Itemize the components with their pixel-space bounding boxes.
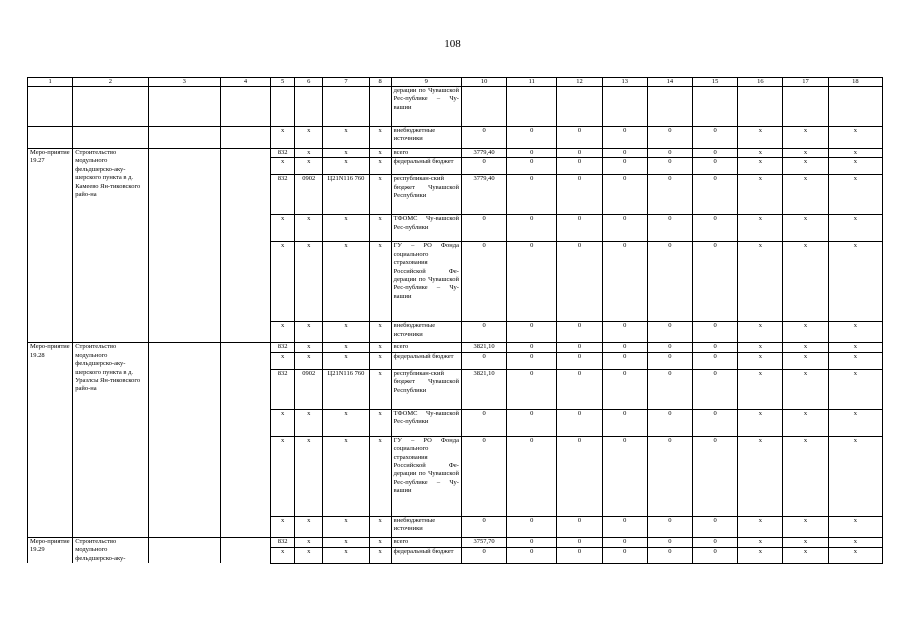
value-cell: 3779,40	[461, 175, 506, 215]
value-cell: x	[738, 409, 783, 436]
value-cell: 0	[557, 409, 602, 436]
value-cell: x	[323, 516, 369, 537]
empty-cell	[148, 537, 220, 563]
value-cell: x	[323, 409, 369, 436]
value-cell: 0	[693, 149, 738, 158]
budget-table	[27, 77, 883, 564]
value-cell: 0	[647, 175, 692, 215]
value-cell: 0	[507, 548, 557, 563]
cell	[295, 87, 323, 127]
source-cell: всего	[391, 537, 461, 547]
value-cell: 0	[557, 516, 602, 537]
header-cell: 3	[148, 78, 220, 87]
value-cell: 0	[507, 352, 557, 369]
cell	[28, 127, 73, 149]
value-cell: x	[738, 548, 783, 563]
value-cell: x	[369, 215, 391, 242]
cell	[461, 87, 506, 127]
header-cell: 10	[461, 78, 506, 87]
value-cell: x	[828, 548, 882, 563]
value-cell: 0	[507, 343, 557, 352]
value-cell: x	[783, 242, 828, 322]
cell	[220, 127, 270, 149]
empty-cell	[220, 343, 270, 537]
measure-title-cell: Строительство модульного фельдшерско-аку-шерского пункта в д. Камеево Ян-тиковского райо-на	[73, 149, 148, 343]
cell	[28, 87, 73, 127]
value-cell: 0	[507, 149, 557, 158]
value-cell: 0	[557, 158, 602, 175]
value-cell: x	[323, 537, 369, 547]
value-cell: x	[738, 158, 783, 175]
value-cell: 832	[271, 537, 295, 547]
value-cell: 0	[602, 352, 647, 369]
value-cell: x	[323, 215, 369, 242]
value-cell: 0	[507, 516, 557, 537]
value-cell: 0	[602, 548, 647, 563]
value-cell: Ц21N116 760	[323, 175, 369, 215]
cell: 0	[693, 127, 738, 149]
value-cell: 832	[271, 149, 295, 158]
value-cell: x	[783, 215, 828, 242]
value-cell: 0	[693, 158, 738, 175]
value-cell: 0	[602, 409, 647, 436]
cell	[271, 87, 295, 127]
value-cell: 0	[647, 242, 692, 322]
value-cell: x	[738, 369, 783, 409]
cell: x	[369, 127, 391, 149]
value-cell: 0	[693, 516, 738, 537]
value-cell: 0	[602, 343, 647, 352]
value-cell: x	[295, 343, 323, 352]
source-cell: ГУ – РО Фонда социального страхования Российской Фе-дерации по Чувашской Рес-публике – Чу-вашии	[391, 242, 461, 322]
value-cell: x	[783, 548, 828, 563]
value-cell: x	[783, 516, 828, 537]
value-cell: x	[369, 516, 391, 537]
value-cell: 0	[557, 215, 602, 242]
cell: x	[323, 127, 369, 149]
value-cell: x	[828, 369, 882, 409]
value-cell: 0	[461, 158, 506, 175]
value-cell: x	[323, 436, 369, 516]
value-cell: 0902	[295, 175, 323, 215]
source-cell: всего	[391, 343, 461, 352]
value-cell: x	[271, 215, 295, 242]
value-cell: 0	[557, 369, 602, 409]
value-cell: x	[738, 352, 783, 369]
value-cell: 0	[647, 352, 692, 369]
value-cell: 0	[693, 343, 738, 352]
source-cell: федеральный бюджет	[391, 352, 461, 369]
empty-cell	[148, 149, 220, 343]
cell	[828, 87, 882, 127]
cell: 0	[507, 127, 557, 149]
value-cell: x	[271, 516, 295, 537]
value-cell: 0	[557, 436, 602, 516]
value-cell: x	[783, 409, 828, 436]
header-cell: 9	[391, 78, 461, 87]
value-cell: 0	[507, 158, 557, 175]
value-cell: 0	[461, 516, 506, 537]
value-cell: x	[271, 409, 295, 436]
measure-row	[28, 537, 883, 547]
value-cell: x	[828, 175, 882, 215]
value-cell: 0	[602, 537, 647, 547]
value-cell: x	[271, 548, 295, 563]
header-cell: 12	[557, 78, 602, 87]
value-cell: 0	[647, 516, 692, 537]
value-cell: 0	[693, 352, 738, 369]
value-cell: 832	[271, 343, 295, 352]
source-cell: ГУ – РО Фонда социального страхования Российской Фе-дерации по Чувашской Рес-публике – Чу-вашии	[391, 436, 461, 516]
value-cell: 0	[602, 215, 647, 242]
continuation-row	[28, 127, 883, 149]
value-cell: x	[783, 537, 828, 547]
value-cell: x	[295, 242, 323, 322]
source-cell: внебюджетные источники	[391, 322, 461, 343]
value-cell: 0	[461, 352, 506, 369]
value-cell: 0	[507, 175, 557, 215]
value-cell: 0	[602, 369, 647, 409]
header-cell: 16	[738, 78, 783, 87]
value-cell: x	[295, 322, 323, 343]
value-cell: 0	[647, 149, 692, 158]
value-cell: x	[738, 322, 783, 343]
measure-number-cell: Меро-приятие 19.29	[28, 537, 73, 563]
value-cell: x	[369, 369, 391, 409]
cell: 0	[602, 127, 647, 149]
value-cell: x	[295, 409, 323, 436]
value-cell: x	[738, 436, 783, 516]
value-cell: 0	[507, 369, 557, 409]
value-cell: 0	[461, 409, 506, 436]
cell	[647, 87, 692, 127]
value-cell: x	[828, 409, 882, 436]
value-cell: x	[783, 352, 828, 369]
header-row	[28, 78, 883, 87]
value-cell: x	[323, 322, 369, 343]
value-cell: x	[783, 436, 828, 516]
value-cell: 0	[507, 409, 557, 436]
value-cell: 0	[602, 149, 647, 158]
cell: x	[738, 127, 783, 149]
value-cell: 0	[557, 548, 602, 563]
value-cell: x	[323, 158, 369, 175]
value-cell: 832	[271, 175, 295, 215]
value-cell: x	[783, 149, 828, 158]
value-cell: 0	[647, 215, 692, 242]
value-cell: 0	[507, 215, 557, 242]
value-cell: x	[783, 175, 828, 215]
cell	[738, 87, 783, 127]
value-cell: 0	[507, 242, 557, 322]
empty-cell	[148, 343, 220, 537]
source-cell: ТФОМС Чу-вашской Рес-публики	[391, 409, 461, 436]
cell	[369, 87, 391, 127]
source-cell: внебюджетные источники	[391, 516, 461, 537]
source-cell: дерации по Чувашской Рес-публике – Чу-вашии	[391, 87, 461, 127]
value-cell: 0	[602, 242, 647, 322]
value-cell: 0	[461, 215, 506, 242]
value-cell: x	[323, 343, 369, 352]
header-cell: 15	[693, 78, 738, 87]
value-cell: 3821,10	[461, 343, 506, 352]
header-cell: 11	[507, 78, 557, 87]
value-cell: 3757,70	[461, 537, 506, 547]
value-cell: x	[295, 149, 323, 158]
value-cell: x	[828, 215, 882, 242]
value-cell: 0	[461, 436, 506, 516]
value-cell: 0	[557, 343, 602, 352]
value-cell: x	[738, 343, 783, 352]
value-cell: x	[369, 322, 391, 343]
measure-title-cell: Строительство модульного фельдшерско-аку-шерского пункта в д. Уразлсы Ян-тиковского райо-на	[73, 343, 148, 537]
value-cell: 0	[693, 369, 738, 409]
cell: x	[295, 127, 323, 149]
value-cell: x	[271, 322, 295, 343]
source-cell: ТФОМС Чу-вашской Рес-публики	[391, 215, 461, 242]
cell	[602, 87, 647, 127]
cell	[783, 87, 828, 127]
header-cell: 2	[73, 78, 148, 87]
value-cell: x	[295, 537, 323, 547]
value-cell: 0	[602, 516, 647, 537]
value-cell: x	[271, 352, 295, 369]
header-cell: 17	[783, 78, 828, 87]
value-cell: 0	[647, 409, 692, 436]
table-body	[28, 78, 883, 564]
value-cell: x	[369, 409, 391, 436]
value-cell: x	[828, 436, 882, 516]
value-cell: 0	[693, 548, 738, 563]
value-cell: x	[295, 352, 323, 369]
source-cell: республикан-ский бюджет Чувашской Республики	[391, 369, 461, 409]
value-cell: x	[828, 343, 882, 352]
value-cell: 0902	[295, 369, 323, 409]
value-cell: x	[828, 242, 882, 322]
value-cell: x	[369, 175, 391, 215]
cell: x	[828, 127, 882, 149]
value-cell: 0	[647, 369, 692, 409]
value-cell: x	[369, 158, 391, 175]
value-cell: 0	[557, 322, 602, 343]
value-cell: 0	[461, 548, 506, 563]
value-cell: x	[271, 242, 295, 322]
value-cell: x	[295, 215, 323, 242]
cell: x	[783, 127, 828, 149]
value-cell: 0	[647, 537, 692, 547]
value-cell: 0	[602, 322, 647, 343]
value-cell: x	[369, 537, 391, 547]
value-cell: 0	[647, 322, 692, 343]
value-cell: x	[295, 158, 323, 175]
value-cell: 0	[602, 436, 647, 516]
value-cell: x	[783, 322, 828, 343]
value-cell: x	[828, 537, 882, 547]
value-cell: 0	[557, 242, 602, 322]
value-cell: x	[738, 175, 783, 215]
value-cell: 0	[647, 548, 692, 563]
header-cell: 4	[220, 78, 270, 87]
cell	[693, 87, 738, 127]
value-cell: x	[295, 436, 323, 516]
value-cell: Ц21N116 760	[323, 369, 369, 409]
value-cell: x	[738, 516, 783, 537]
value-cell: x	[323, 548, 369, 563]
value-cell: x	[271, 158, 295, 175]
value-cell: x	[295, 548, 323, 563]
value-cell: x	[783, 158, 828, 175]
value-cell: x	[828, 158, 882, 175]
value-cell: x	[738, 537, 783, 547]
value-cell: 0	[693, 436, 738, 516]
cell	[73, 87, 148, 127]
value-cell: 0	[507, 322, 557, 343]
value-cell: 0	[693, 175, 738, 215]
value-cell: 0	[693, 322, 738, 343]
value-cell: x	[828, 516, 882, 537]
value-cell: 0	[507, 537, 557, 547]
cell	[220, 87, 270, 127]
page-number: 108	[444, 38, 461, 50]
measure-number-cell: Меро-приятие 19.27	[28, 149, 73, 343]
value-cell: x	[295, 516, 323, 537]
value-cell: 0	[602, 158, 647, 175]
value-cell: 0	[647, 343, 692, 352]
value-cell: x	[323, 352, 369, 369]
value-cell: x	[783, 369, 828, 409]
header-cell: 18	[828, 78, 882, 87]
value-cell: x	[783, 343, 828, 352]
source-cell: федеральный бюджет	[391, 548, 461, 563]
source-cell: федеральный бюджет	[391, 158, 461, 175]
value-cell: x	[369, 352, 391, 369]
cell	[323, 87, 369, 127]
value-cell: x	[271, 436, 295, 516]
cell: 0	[557, 127, 602, 149]
measure-row	[28, 343, 883, 352]
header-cell: 8	[369, 78, 391, 87]
measure-number-cell: Меро-приятие 19.28	[28, 343, 73, 537]
value-cell: x	[738, 149, 783, 158]
value-cell: 3779,40	[461, 149, 506, 158]
value-cell: 0	[647, 436, 692, 516]
cell	[507, 87, 557, 127]
value-cell: x	[828, 352, 882, 369]
empty-cell	[220, 149, 270, 343]
source-cell: всего	[391, 149, 461, 158]
measure-title-cell: Строительство модульного фельдшерско-аку-	[73, 537, 148, 563]
cell: x	[271, 127, 295, 149]
empty-cell	[220, 537, 270, 563]
value-cell: x	[828, 149, 882, 158]
value-cell: 0	[557, 149, 602, 158]
value-cell: x	[369, 343, 391, 352]
value-cell: x	[828, 322, 882, 343]
cell	[73, 127, 148, 149]
cell	[557, 87, 602, 127]
header-cell: 6	[295, 78, 323, 87]
value-cell: x	[738, 242, 783, 322]
cell: 0	[461, 127, 506, 149]
value-cell: x	[323, 242, 369, 322]
cell: 0	[647, 127, 692, 149]
value-cell: 0	[461, 242, 506, 322]
value-cell: 0	[693, 409, 738, 436]
value-cell: 0	[507, 436, 557, 516]
value-cell: 0	[693, 242, 738, 322]
value-cell: 0	[693, 537, 738, 547]
value-cell: x	[369, 149, 391, 158]
value-cell: x	[738, 215, 783, 242]
value-cell: 0	[647, 158, 692, 175]
value-cell: 0	[557, 537, 602, 547]
cell	[148, 87, 220, 127]
measure-row	[28, 149, 883, 158]
cell	[148, 127, 220, 149]
value-cell: x	[323, 149, 369, 158]
value-cell: 0	[461, 322, 506, 343]
value-cell: 0	[557, 352, 602, 369]
source-cell: внебюджетные источники	[391, 127, 461, 149]
source-cell: республикан-ский бюджет Чувашской Республики	[391, 175, 461, 215]
value-cell: 3821,10	[461, 369, 506, 409]
value-cell: 0	[602, 175, 647, 215]
header-cell: 14	[647, 78, 692, 87]
header-cell: 13	[602, 78, 647, 87]
header-cell: 5	[271, 78, 295, 87]
header-cell: 1	[28, 78, 73, 87]
value-cell: x	[369, 436, 391, 516]
value-cell: x	[369, 548, 391, 563]
value-cell: 0	[693, 215, 738, 242]
continuation-row	[28, 87, 883, 127]
value-cell: 832	[271, 369, 295, 409]
header-cell: 7	[323, 78, 369, 87]
value-cell: 0	[557, 175, 602, 215]
value-cell: x	[369, 242, 391, 322]
